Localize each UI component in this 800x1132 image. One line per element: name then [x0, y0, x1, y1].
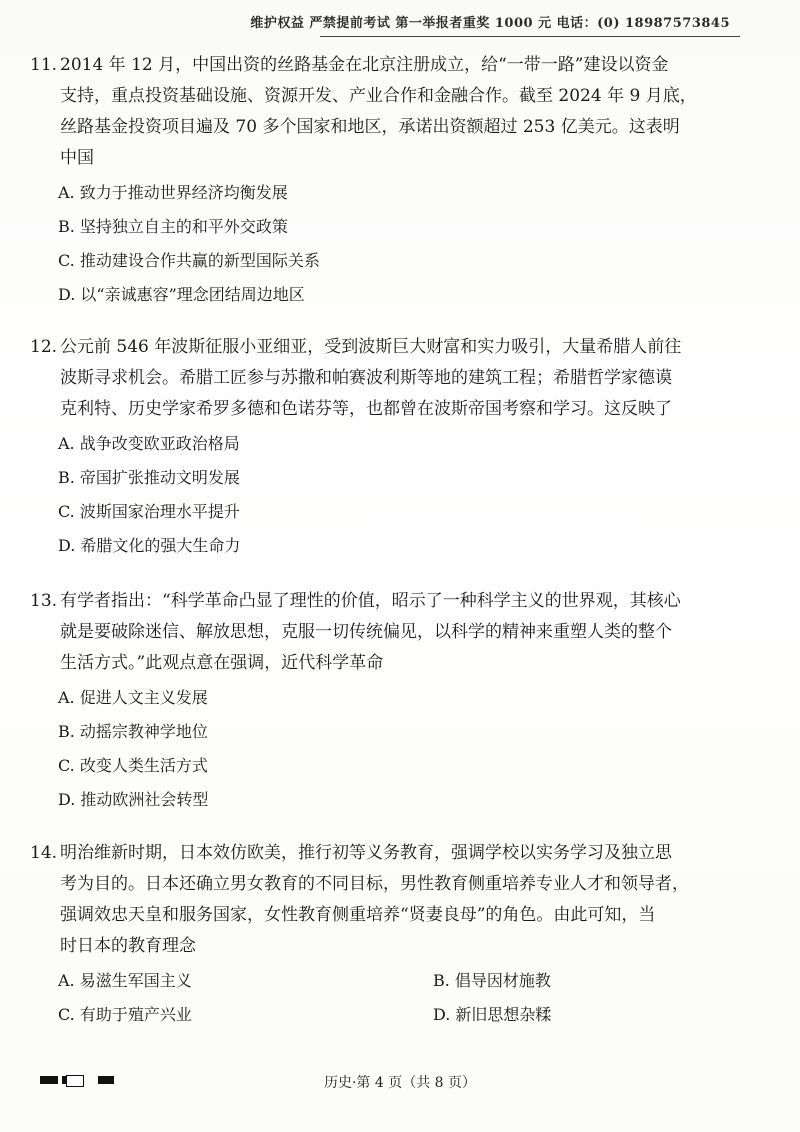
option-d[interactable]: D. 新旧思想杂糅	[433, 1005, 552, 1024]
question-stem-line: 支持，重点投资基础设施、资源开发、产业合作和金融合作。截至 2024 年 9 月底，	[60, 86, 697, 106]
question-stem-line: 14. 明治维新时期，日本效仿欧美，推行初等义务教育，强调学校以实务学习及独立思	[30, 838, 735, 869]
question-14	[30, 838, 735, 1030]
option-a[interactable]: A. 促进人文主义发展	[58, 688, 208, 707]
question-11	[30, 50, 735, 310]
question-stem-line: 就是要破除迷信、解放思想，克服一切传统偏见，以科学的精神来重塑人类的整个	[60, 622, 672, 642]
question-stem-line: 考为目的。日本还确立男女教育的不同目标，男性教育侧重培养专业人才和领导者，	[60, 874, 689, 894]
option-a[interactable]: A. 致力于推动世界经济均衡发展	[58, 183, 288, 202]
option-c[interactable]: C. 波斯国家治理水平提升	[58, 502, 240, 521]
filled-mark-icon	[40, 1076, 58, 1084]
question-stem-line: 12. 公元前 546 年波斯征服小亚细亚，受到波斯巨大财富和实力吸引，大量希腊人前往	[30, 332, 735, 363]
question-stem-line: 生活方式。”此观点意在强调，近代科学革命	[60, 653, 384, 673]
question-stem-line: 丝路基金投资项目遍及 70 多个国家和地区，承诺出资额超过 253 亿美元。这表明	[60, 117, 680, 137]
header-rule	[320, 36, 740, 37]
question-stem-line: 中国	[60, 148, 94, 168]
question-number: 11.	[30, 55, 58, 75]
option-b[interactable]: B. 坚持独立自主的和平外交政策	[58, 217, 288, 236]
question-13	[30, 586, 735, 815]
question-stem-line: 强调效忠天皇和服务国家，女性教育侧重培养“贤妻良母”的角色。由此可知，当	[60, 905, 656, 925]
question-number: 13.	[30, 591, 58, 611]
hollow-mark-icon	[66, 1075, 84, 1087]
option-row	[30, 966, 735, 996]
option-b[interactable]: B. 倡导因材施教	[433, 971, 551, 990]
question-number: 12.	[30, 337, 58, 357]
question-stem-line: 11. 2014 年 12 月，中国出资的丝路基金在北京注册成立，给“一带一路”建设以资金	[30, 50, 735, 81]
option-c[interactable]: C. 推动建设合作共赢的新型国际关系	[58, 251, 320, 270]
question-stem-line: 13. 有学者指出：“科学革命凸显了理性的价值，昭示了一种科学主义的世界观，其核心	[30, 586, 735, 617]
page-number: 历史·第 4 页（共 8 页）	[323, 1075, 477, 1091]
question-stem-line: 克利特、历史学家希罗多德和色诺芬等，也都曾在波斯帝国考察和学习。这反映了	[60, 399, 672, 419]
option-c[interactable]: C. 有助于殖产兴业	[58, 1005, 192, 1024]
option-d[interactable]: D. 希腊文化的强大生命力	[58, 536, 241, 555]
option-b[interactable]: B. 动摇宗教神学地位	[58, 722, 208, 741]
filled-mark-icon	[98, 1076, 114, 1084]
option-c[interactable]: C. 改变人类生活方式	[58, 756, 208, 775]
question-12	[30, 332, 735, 561]
option-b[interactable]: B. 帝国扩张推动文明发展	[58, 468, 240, 487]
question-stem-line: 时日本的教育理念	[60, 936, 196, 956]
question-number: 14.	[30, 843, 58, 863]
option-row	[30, 1000, 735, 1030]
question-stem-line: 波斯寻求机会。希腊工匠参与苏撒和帕赛波利斯等地的建筑工程；希腊哲学家德谟	[60, 368, 672, 388]
option-d[interactable]: D. 推动欧洲社会转型	[58, 790, 209, 809]
option-d[interactable]: D. 以“亲诚惠容”理念团结周边地区	[58, 285, 305, 304]
option-a[interactable]: A. 易滋生军国主义	[58, 971, 192, 990]
header-notice: 维护权益 严禁提前考试 第一举报者重奖 1000 元 电话：(0) 18987573845	[250, 16, 730, 31]
option-a[interactable]: A. 战争改变欧亚政治格局	[58, 434, 240, 453]
